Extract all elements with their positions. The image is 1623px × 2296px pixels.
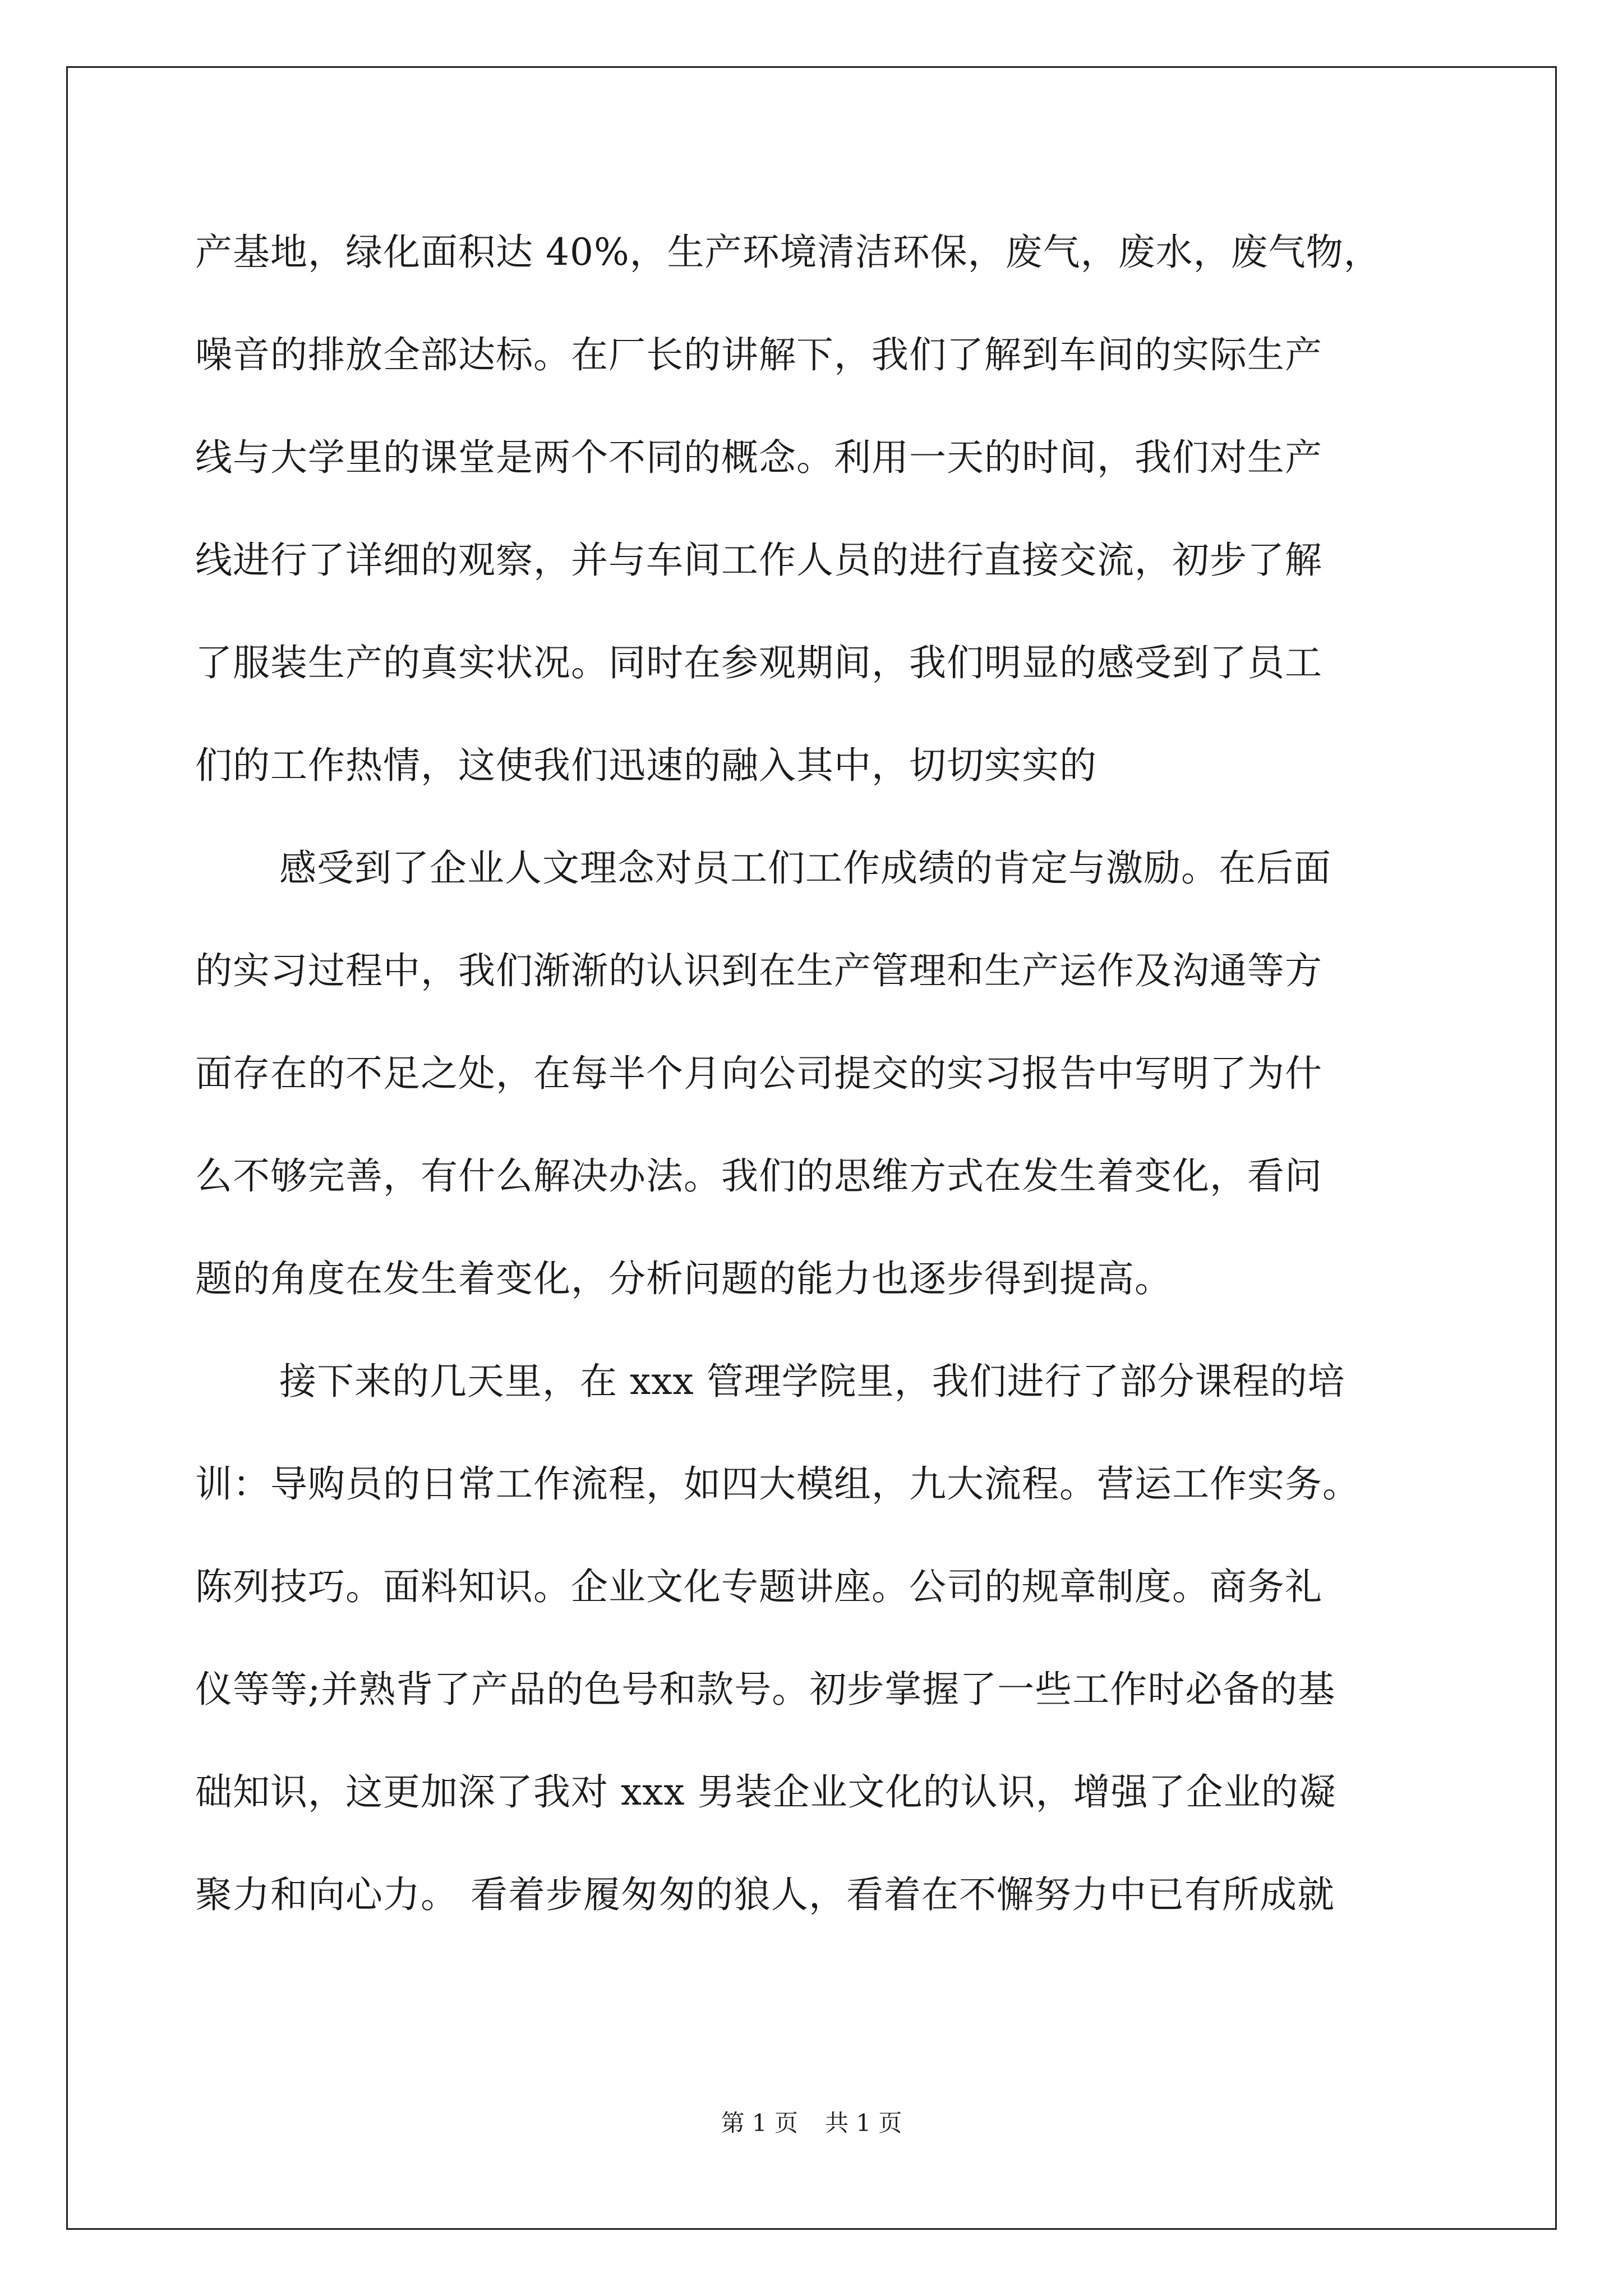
page-footer bbox=[0, 2106, 1623, 2140]
text-line: 接下来的几天里，在 xxx 管理学院里，我们进行了部分课程的培 bbox=[279, 1360, 1345, 1403]
text-line: 噪音的排放全部达标。在厂长的讲解下，我们了解到车间的实际生产 bbox=[195, 333, 1322, 376]
text-line: 础知识，这更加深了我对 xxx 男装企业文化的认识，增强了企业的凝 bbox=[195, 1770, 1336, 1814]
text-line: 感受到了企业人文理念对员工们工作成绩的肯定与激励。在后面 bbox=[279, 846, 1331, 890]
text-line: 陈列技巧。面料知识。企业文化专题讲座。公司的规章制度。商务礼 bbox=[195, 1565, 1322, 1608]
document-body bbox=[195, 201, 1443, 1946]
text-line: 产基地，绿化面积达 40%，生产环境清洁环保，废气，废水，废气物， bbox=[195, 231, 1381, 274]
text-line: 了服装生产的真实状况。同时在参观期间，我们明显的感受到了员工 bbox=[195, 641, 1322, 684]
text-line: 线与大学里的课堂是两个不同的概念。利用一天的时间，我们对生产 bbox=[195, 436, 1322, 479]
text-line: 训：导购员的日常工作流程，如四大模组，九大流程。营运工作实务。 bbox=[195, 1462, 1360, 1506]
page-number: 第 1 页 bbox=[721, 2109, 798, 2137]
text-line: 们的工作热情，这使我们迅速的融入其中，切切实实的 bbox=[195, 744, 1097, 787]
text-line: 题的角度在发生着变化，分析问题的能力也逐步得到提高。 bbox=[195, 1257, 1172, 1300]
text-line: 面存在的不足之处，在每半个月向公司提交的实习报告中写明了为什 bbox=[195, 1052, 1322, 1095]
text-line: 聚力和向心力。 看着步履匆匆的狼人，看着在不懈努力中已有所成就 bbox=[195, 1873, 1335, 1916]
text-line: 线进行了详细的观察，并与车间工作人员的进行直接交流，初步了解 bbox=[195, 539, 1322, 582]
text-line: 的实习过程中，我们渐渐的认识到在生产管理和生产运作及沟通等方 bbox=[195, 949, 1322, 992]
text-line: 仪等等;并熟背了产品的色号和款号。初步掌握了一些工作时必备的基 bbox=[195, 1668, 1336, 1711]
text-line: 么不够完善，有什么解决办法。我们的思维方式在发生着变化，看问 bbox=[195, 1154, 1322, 1198]
page-total: 共 1 页 bbox=[825, 2109, 902, 2137]
